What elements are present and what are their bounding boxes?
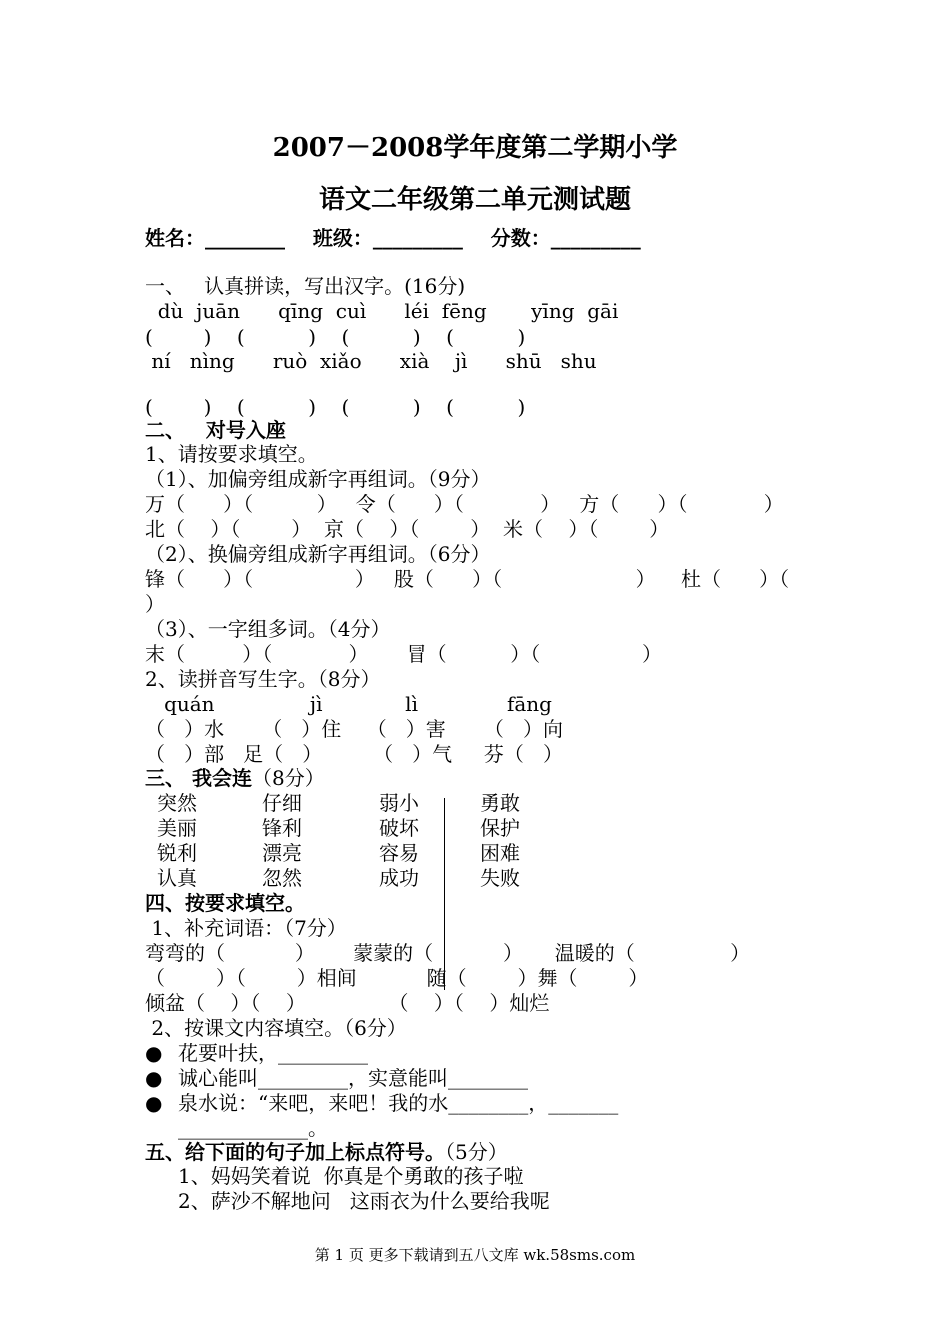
question-4-1: 1、补充词语：（7分） (145, 916, 347, 940)
fill-line-a: 弯弯的（ ） 蒙蒙的（ ） 温暖的（ ） (145, 941, 751, 965)
match-col2-item: 锋利 (262, 816, 302, 840)
match-col4-item: 困难 (480, 841, 520, 865)
recite-line-3: 泉水说：“来吧，来吧！我的水________，_______ (178, 1091, 619, 1115)
section-3-heading-line (145, 766, 325, 791)
match-col1-item: 美丽 (157, 816, 197, 840)
write-char-line-f: （ ）部 足（ ） （ ）气 芬（ ） (145, 742, 564, 766)
match-col4-item: 勇敢 (480, 791, 520, 815)
match-col1-item: 锐利 (157, 841, 197, 865)
punctuation-sentence-2: 2、萨沙不解地问 这雨衣为什么要给我呢 (178, 1189, 550, 1213)
bullet-icon: ● (145, 1041, 163, 1065)
page-footer: 第 1 页 更多下载请到五八文库 wk.58sms.com (314, 1246, 636, 1264)
section-5-heading-line (145, 1140, 508, 1165)
recite-line-3-cont: _____________。 (178, 1116, 328, 1140)
write-char-line-e: （ ）水 （ ）住 （ ）害 （ ）向 (145, 717, 564, 741)
recite-line-2: 诚心能叫_________，实意能叫________ (178, 1066, 528, 1090)
match-col3-item: 破坏 (379, 816, 419, 840)
section-5-score: （5分） (445, 1140, 508, 1164)
fill-line-b: （ ）（ ）相间 随（ ）舞（ ） (145, 966, 649, 990)
radical-line-a: 万（ ）（ ） 令（ ）（ ） 方（ ）（ ） (145, 492, 784, 516)
punctuation-sentence-1: 1、妈妈笑着说 你真是个勇敢的孩子啦 (178, 1164, 524, 1188)
match-col2-item: 漂亮 (262, 841, 302, 865)
radical-line-c: 锋（ ）（ ） 股（ ）（ ） 杜（ ）（ (145, 567, 790, 591)
fill-line-c: 倾盆（ ）（ ） （ ）（ ）灿烂 (145, 991, 550, 1015)
section-3-heading: 三、 我会连 (145, 766, 252, 790)
question-4-2: 2、按课文内容填空。（6分） (145, 1016, 407, 1040)
match-col2-item: 忽然 (262, 866, 302, 890)
question-2-1: 1、请按要求填空。 (145, 442, 318, 466)
title-line-2: 语文二年级第二单元测试题 (318, 185, 631, 215)
bullet-icon: ● (145, 1066, 163, 1090)
match-col2-item: 仔细 (262, 791, 302, 815)
match-col3-item: 容易 (379, 841, 419, 865)
blanks-row-2: ( ) ( ) ( ) ( ) (145, 395, 526, 419)
radical-line-b: 北（ ）（ ） 京（ ）（ ） 米（ ）（ ） (145, 517, 670, 541)
section-3-score: （8分） (251, 766, 325, 790)
title-line-1: 2007－2008学年度第二学期小学 (272, 133, 678, 163)
pinyin-row-3: quán jì lì fāng (145, 692, 552, 716)
section-2-heading: 二、 对号入座 (145, 418, 286, 442)
bullet-icon: ● (145, 1091, 163, 1115)
section-1-heading: 一、 认真拼读，写出汉字。(16分) (145, 274, 466, 298)
question-2-1-2: （2）、换偏旁组成新字再组词。（6分） (145, 542, 491, 566)
match-col1-item: 突然 (157, 791, 197, 815)
section-4-heading: 四、按要求填空。 (145, 891, 305, 915)
section-5-heading: 五、给下面的句子加上标点符号。 (145, 1140, 445, 1164)
match-col1-item: 认真 (157, 866, 197, 890)
question-2-1-3: （3）、一字组多词。（4分） (145, 617, 391, 641)
recite-line-1: 花要叶扶，_________ (178, 1041, 368, 1065)
match-col4-item: 失败 (480, 866, 520, 890)
student-info-line: 姓名：________ 班级：_________ 分数：_________ (145, 226, 641, 250)
match-col3-item: 成功 (379, 866, 419, 890)
blanks-row-1: ( ) ( ) ( ) ( ) (145, 325, 526, 349)
match-col4-item: 保护 (480, 816, 520, 840)
match-col3-item: 弱小 (379, 791, 419, 815)
pinyin-row-1: dù juān qīng cuì léi fēng yīng gāi (145, 299, 619, 323)
word-group-line: 末（ ）（ ） 冒（ ）（ ） (145, 642, 662, 666)
radical-line-c-cont: ） (145, 592, 165, 616)
pinyin-row-2: ní nìng ruò xiǎo xià jì shū shu (145, 349, 597, 373)
question-2-2: 2、读拼音写生字。（8分） (145, 667, 381, 691)
question-2-1-1: （1）、加偏旁组成新字再组词。（9分） (145, 467, 491, 491)
